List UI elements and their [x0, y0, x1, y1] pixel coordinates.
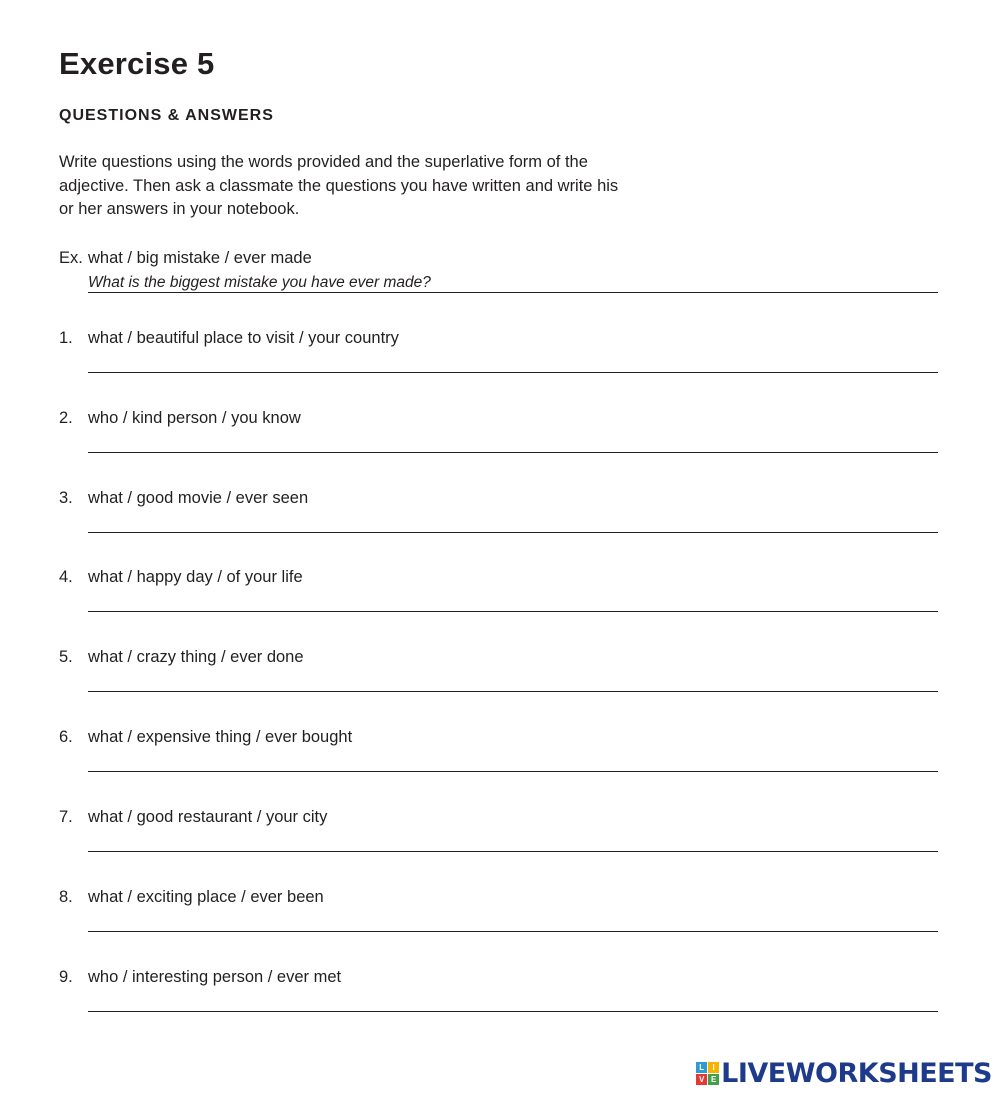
liveworksheets-logo: [696, 1058, 992, 1088]
question-prompt: what / expensive thing / ever bought: [88, 728, 353, 746]
answer-line-6[interactable]: [88, 771, 938, 772]
page-title: Exercise 5: [59, 46, 215, 81]
question-number: 5.: [59, 648, 73, 666]
question-number: 4.: [59, 568, 73, 586]
question-prompt: what / good movie / ever seen: [88, 489, 309, 507]
instructions-text: Write questions using the words provided and the superlative form of the adjective. Then ask a classmate the questions you have written and write his or her answers in your notebook.: [59, 153, 619, 218]
question-prompt: what / happy day / of your life: [88, 568, 303, 586]
question-number: 6.: [59, 728, 73, 746]
question-prompt: who / kind person / you know: [88, 409, 301, 427]
logo-tiles-icon: [696, 1062, 719, 1085]
logo-tile: E: [708, 1074, 719, 1085]
question-prompt: what / exciting place / ever been: [88, 888, 324, 906]
answer-line-5[interactable]: [88, 691, 938, 692]
example-answer-line: [88, 292, 938, 293]
example-prompt: what / big mistake / ever made: [88, 249, 312, 267]
answer-line-2[interactable]: [88, 452, 938, 453]
question-number: 3.: [59, 489, 73, 507]
question-prompt: what / crazy thing / ever done: [88, 648, 304, 666]
question-prompt: who / interesting person / ever met: [88, 968, 342, 986]
example-answer: What is the biggest mistake you have ever made?: [88, 274, 431, 291]
question-number: 1.: [59, 329, 73, 347]
logo-text: LIVEWORKSHEETS: [721, 1057, 992, 1089]
question-prompt: what / good restaurant / your city: [88, 808, 328, 826]
question-number: 7.: [59, 808, 73, 826]
answer-line-7[interactable]: [88, 851, 938, 852]
example-label: Ex.: [59, 249, 83, 267]
logo-tile: I: [708, 1062, 719, 1073]
answer-line-9[interactable]: [88, 1011, 938, 1012]
answer-line-1[interactable]: [88, 372, 938, 373]
question-number: 9.: [59, 968, 73, 986]
section-subtitle: QUESTIONS & ANSWERS: [59, 107, 274, 124]
logo-tile: V: [696, 1074, 707, 1085]
logo-tile: L: [696, 1062, 707, 1073]
answer-line-3[interactable]: [88, 532, 938, 533]
question-number: 8.: [59, 888, 73, 906]
question-prompt: what / beautiful place to visit / your country: [88, 329, 399, 347]
question-number: 2.: [59, 409, 73, 427]
answer-line-4[interactable]: [88, 611, 938, 612]
answer-line-8[interactable]: [88, 931, 938, 932]
